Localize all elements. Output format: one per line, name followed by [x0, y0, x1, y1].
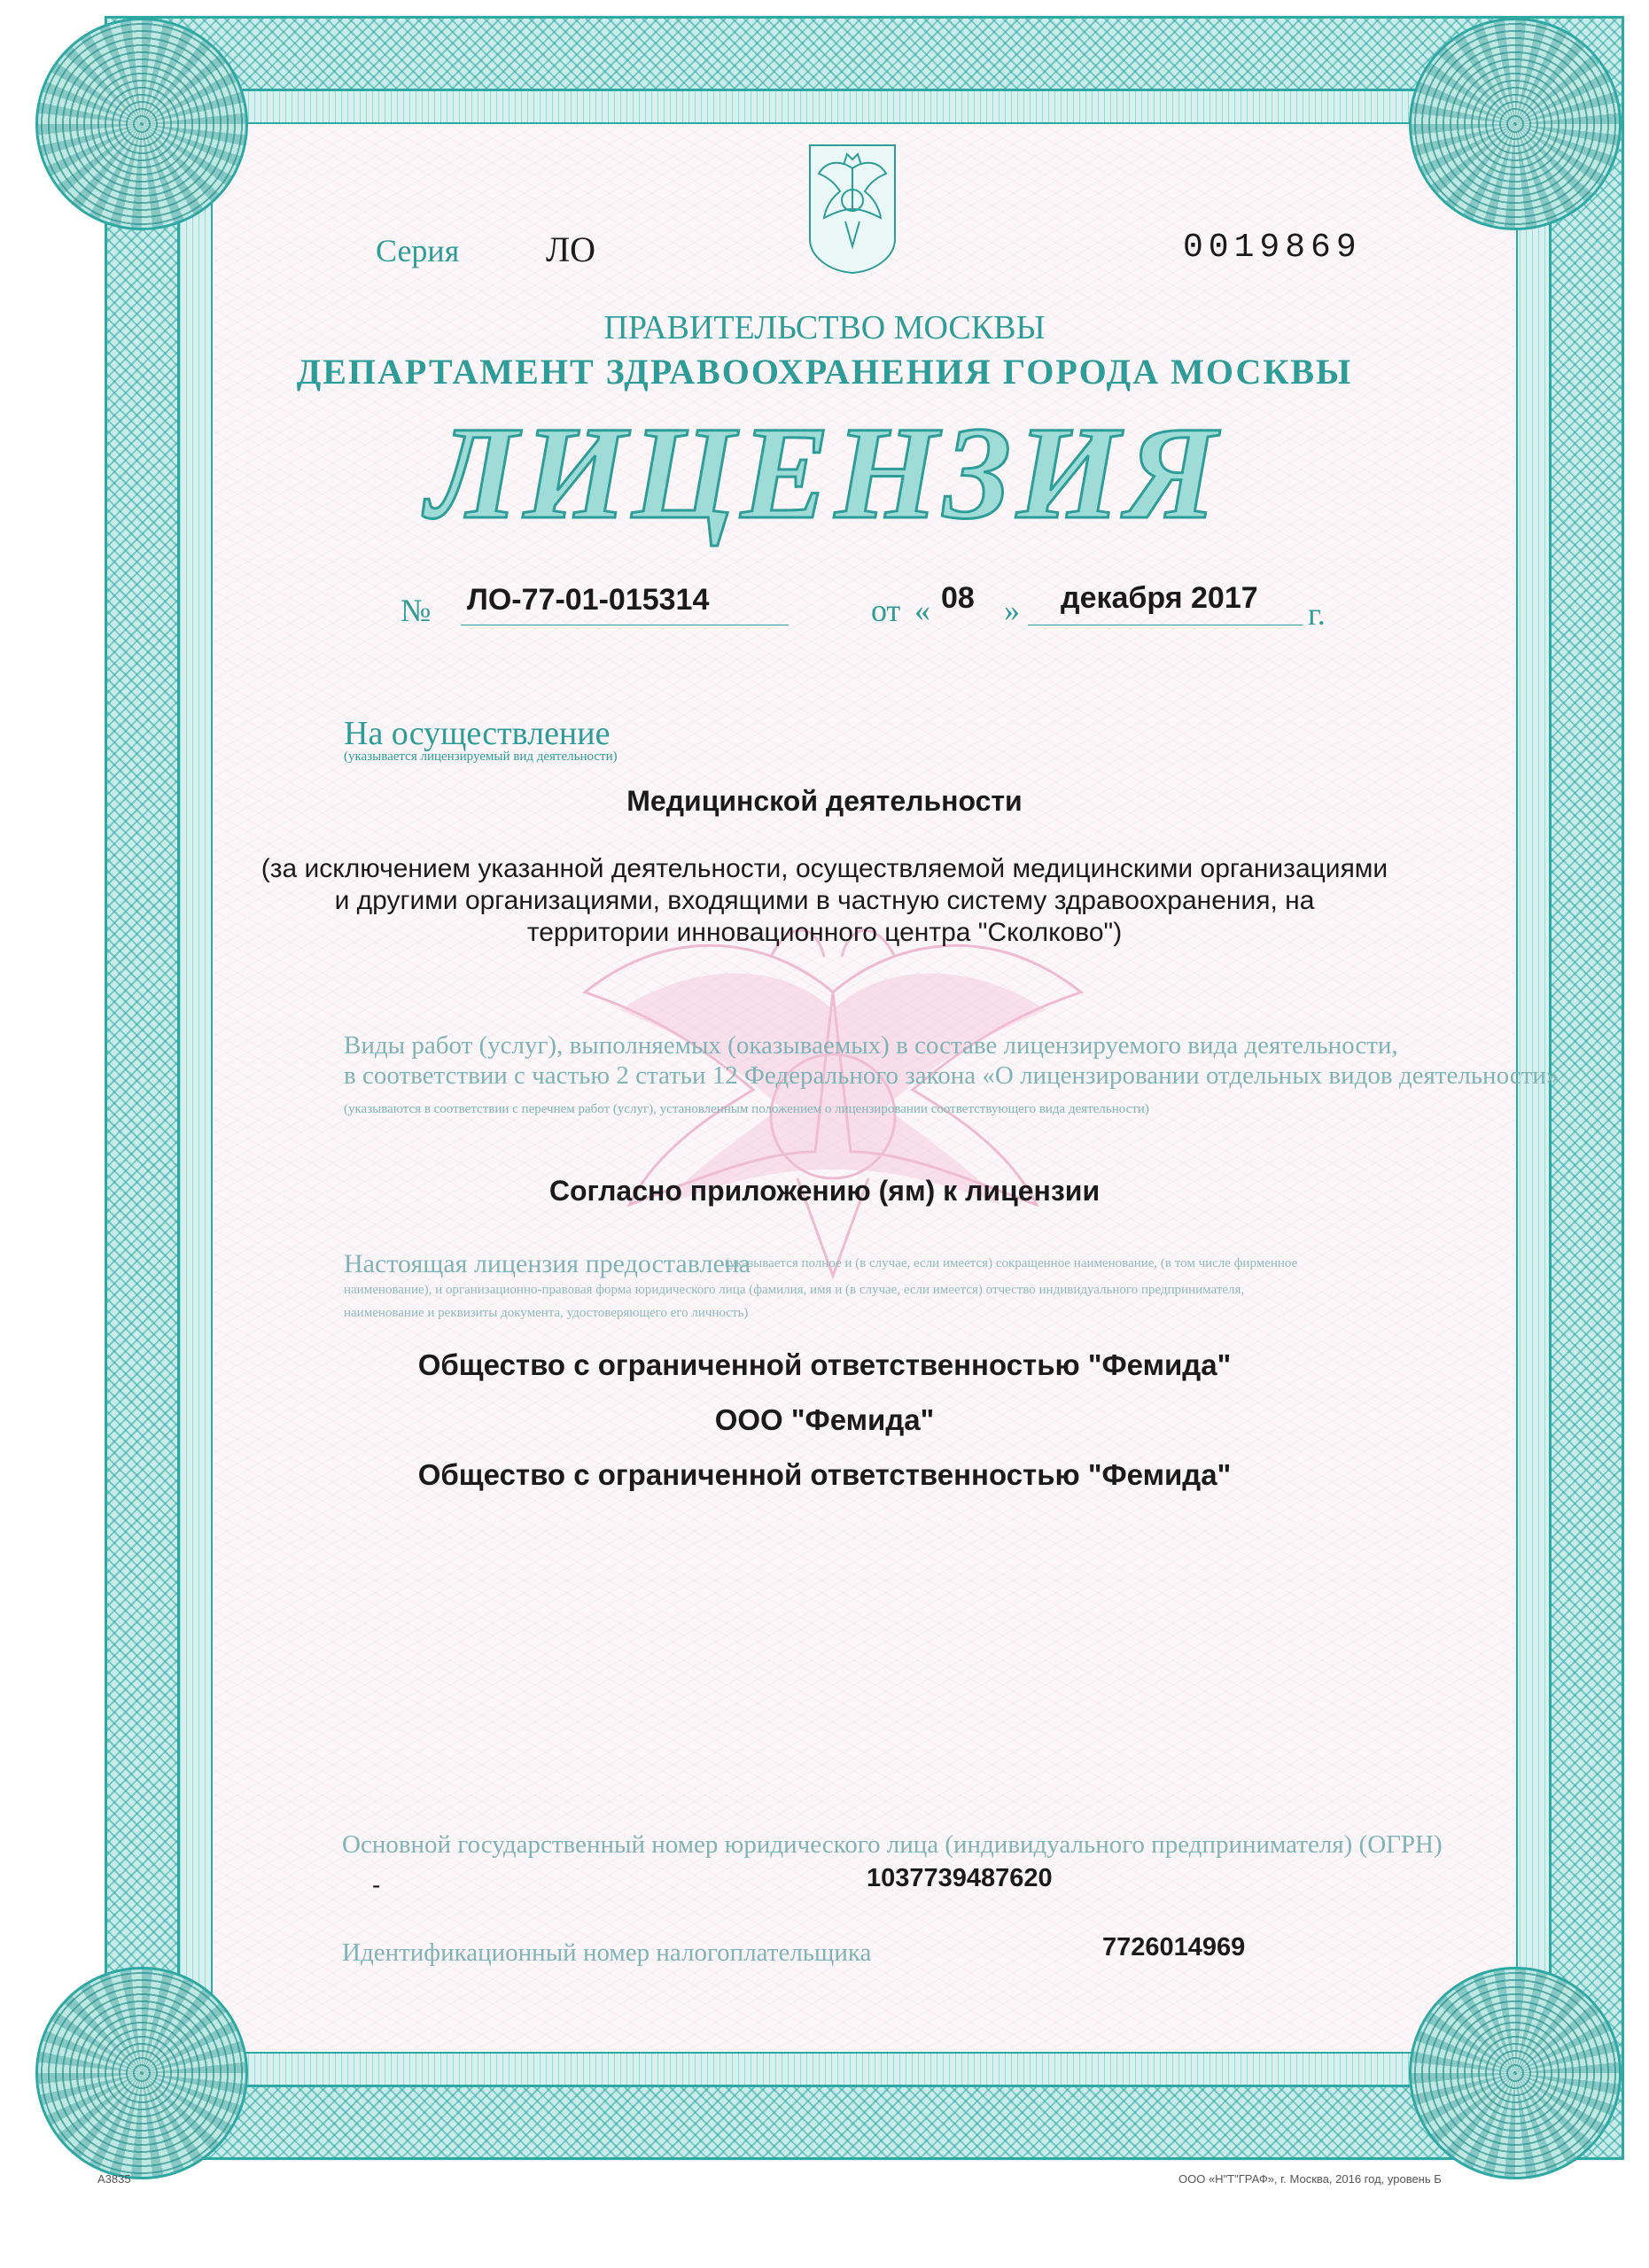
department-heading: ДЕПАРТАМЕНТ ЗДРАВООХРАНЕНИЯ ГОРОДА МОСКВЫ: [296, 352, 1353, 392]
licensee-hint-line: наименование), и организационно-правовая форма юридического лица (фамилия, имя и (в случае, если имеется) отчество индивидуального предпринимателя,: [344, 1283, 1245, 1297]
series-label: Серия: [376, 233, 460, 268]
printer-imprint: ООО «Н"Т"ГРАФ», г. Москва, 2016 год, уровень Б: [1178, 2172, 1442, 2186]
activity-exclusion-line: территории инновационного центра "Сколково"): [526, 918, 1123, 947]
activity-exclusion-line: и другими организациями, входящими в частную систему здравоохранения, на: [334, 886, 1315, 915]
corner-rosette-bottom-right: [1409, 1967, 1622, 2179]
license-day: 08: [941, 581, 975, 615]
quote-close: »: [1004, 593, 1020, 628]
document-title: ЛИЦЕНЗИЯ: [426, 400, 1223, 547]
licensee-short-name: ООО "Фемида": [714, 1403, 935, 1436]
activity-exclusion-line: (за исключением указанной деятельности, осуществляемой медицинскими организациями: [261, 854, 1388, 883]
corner-rosette-top-left: [35, 18, 248, 230]
licensee-brand-name: Общество с ограниченной ответственностью "Фемида": [417, 1458, 1232, 1491]
form-code: А3835: [97, 2172, 131, 2186]
form-number: 0019869: [1183, 229, 1362, 267]
licensee-label: Настоящая лицензия предоставлена: [344, 1249, 751, 1278]
license-month-year: декабря 2017: [1061, 581, 1258, 615]
series-value: ЛО: [546, 229, 596, 269]
works-hint: (указываются в соответствии с перечнем работ (услуг), установленным положением о лицензировании соответствующего вида деятельности): [344, 1102, 1149, 1116]
license-number: ЛО-77-01-015314: [467, 583, 710, 617]
works-label-line: Виды работ (услуг), выполняемых (оказываемых) в составе лицензируемого вида деятельности,: [344, 1031, 1398, 1060]
licensee-hint-line: наименование и реквизиты документа, удостоверяющего его личность): [344, 1306, 749, 1320]
corner-rosette-bottom-left: [35, 1967, 248, 2179]
ogrn-value: 1037739487620: [867, 1864, 1053, 1892]
works-label-line: в соответствии с частью 2 статьи 12 Федерального закона «О лицензировании отдельных видов деятельности»: [344, 1061, 1560, 1090]
coat-of-arms-icon: [805, 142, 900, 275]
quote-open: «: [914, 593, 930, 628]
ogrn-label: Основной государственный номер юридического лица (индивидуального предпринимателя) (ОГРН): [342, 1830, 1443, 1859]
corner-rosette-top-right: [1409, 18, 1622, 230]
date-from-label: от: [871, 593, 901, 628]
ogrn-dash: -: [372, 1871, 381, 1899]
inn-label: Идентификационный номер налогоплательщика: [342, 1938, 872, 1967]
activity-name: Медицинской деятельности: [626, 785, 1023, 817]
licensee-hint-line: (указывается полное и (в случае, если имеется) сокращенное наименование, (в том числе фирменное: [725, 1256, 1298, 1270]
year-suffix: г.: [1308, 596, 1326, 632]
inn-value: 7726014969: [1102, 1933, 1246, 1961]
works-value: Согласно приложению (ям) к лицензии: [548, 1175, 1101, 1207]
activity-label: На осуществление: [344, 715, 611, 752]
licensee-full-name: Общество с ограниченной ответственностью "Фемида": [417, 1348, 1232, 1381]
license-number-label: №: [401, 593, 432, 628]
activity-hint: (указывается лицензируемый вид деятельности): [344, 750, 618, 764]
double-headed-eagle-watermark: [549, 886, 1116, 1311]
government-heading: ПРАВИТЕЛЬСТВО МОСКВЫ: [603, 309, 1046, 346]
